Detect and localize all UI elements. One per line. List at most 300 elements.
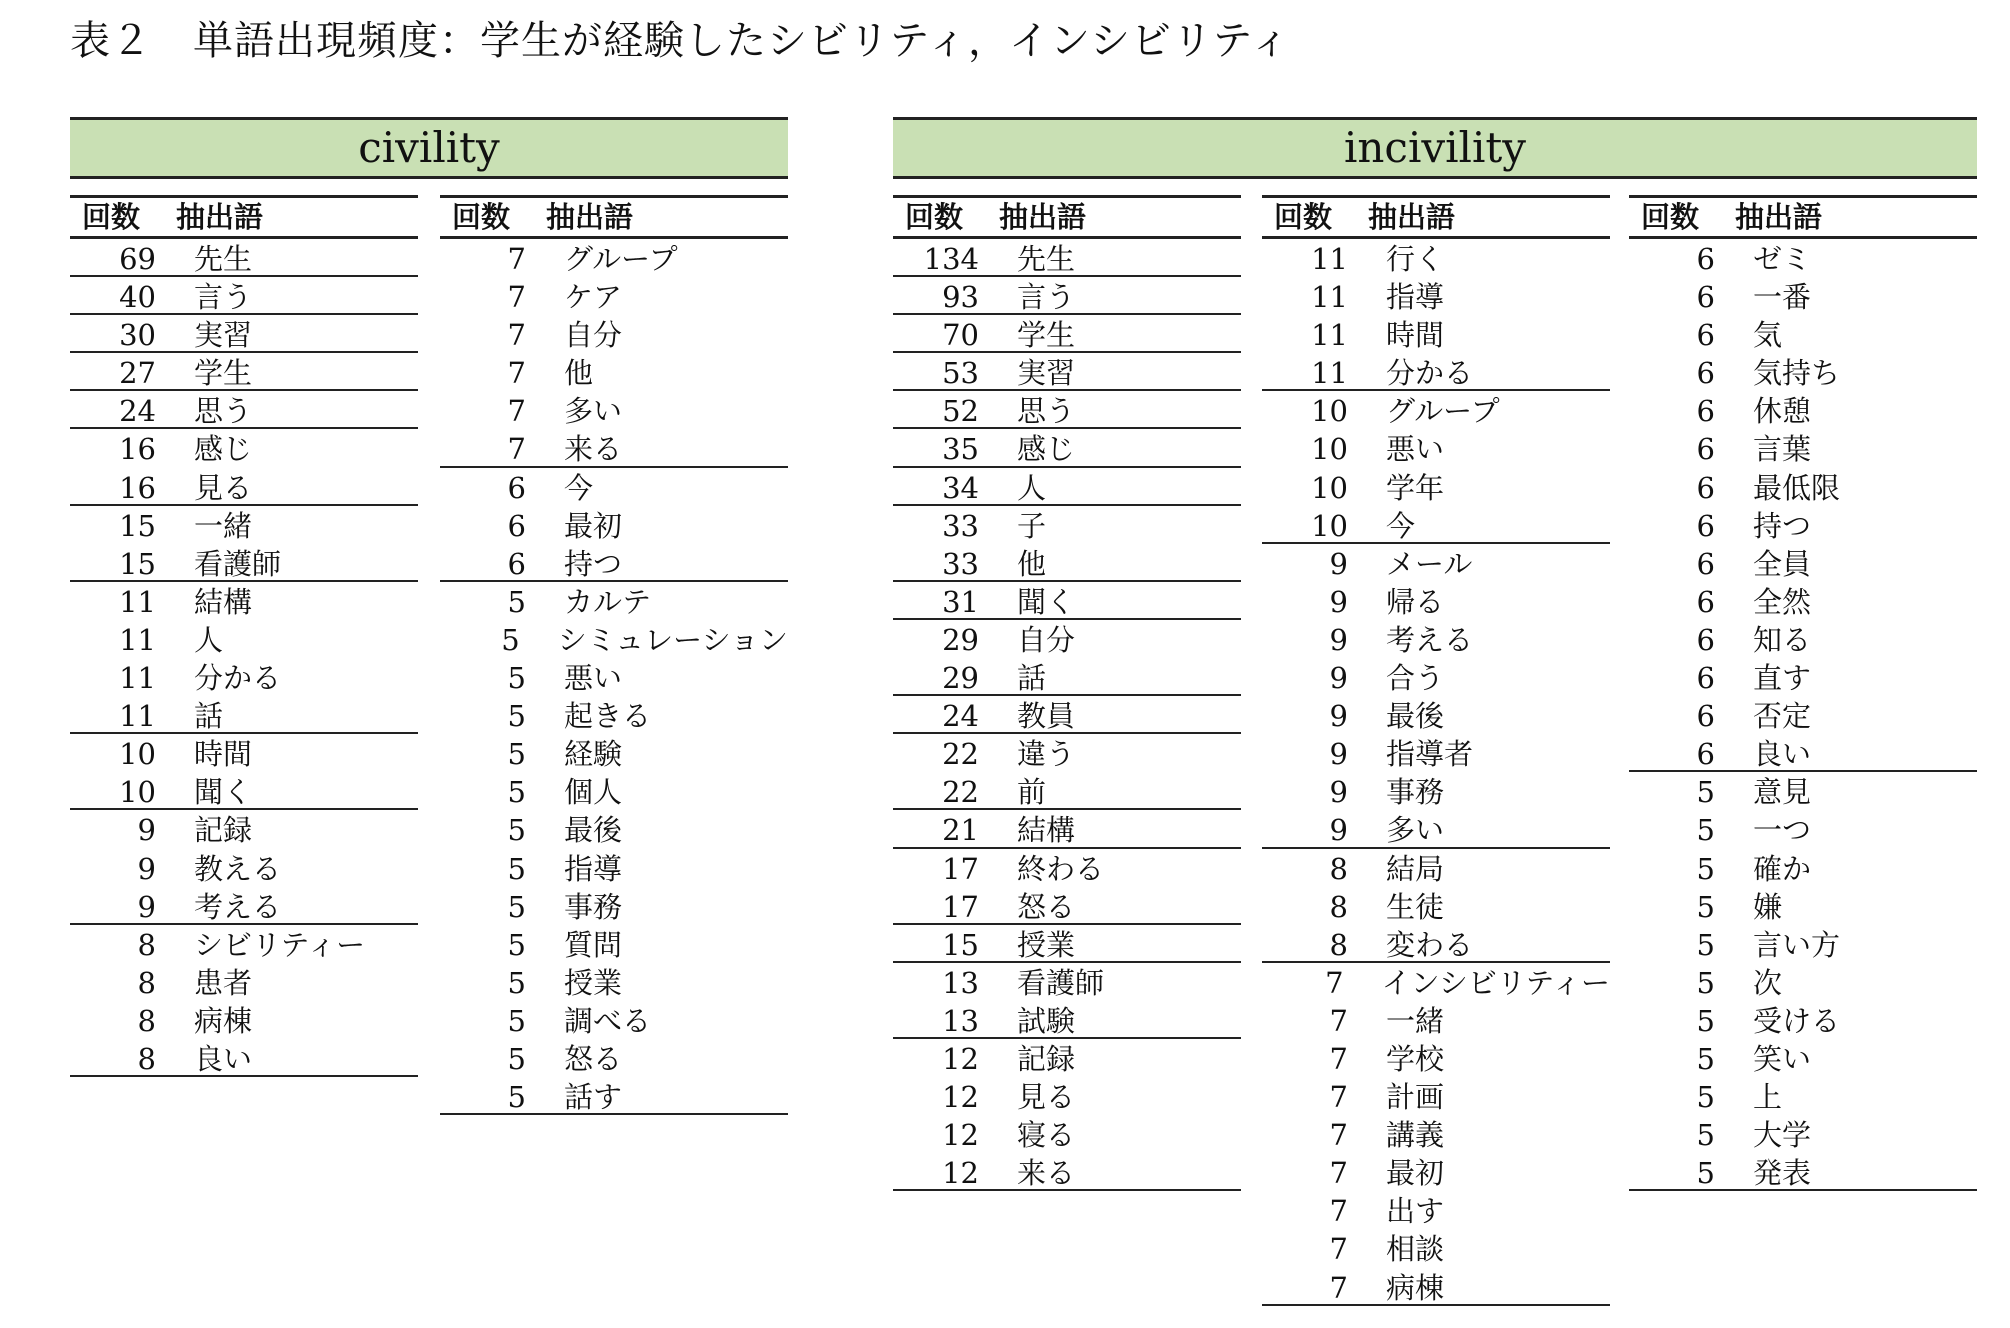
table-row (893, 391, 1241, 429)
row-word: 子 (1017, 508, 1047, 543)
row-count: 5 (507, 584, 526, 619)
incivility-column-2 (1262, 195, 1610, 1306)
row-word: 事務 (564, 889, 623, 924)
table-row (70, 582, 418, 620)
row-word: 行く (1386, 242, 1445, 276)
table-row (1262, 1268, 1610, 1306)
row-count: 10 (1311, 508, 1348, 543)
civility-title: civility (70, 117, 788, 179)
table-row (440, 277, 788, 315)
row-word: 看護師 (194, 546, 282, 581)
row-count: 7 (507, 242, 526, 276)
row-count: 7 (1329, 1232, 1348, 1267)
row-count: 53 (942, 356, 979, 391)
row-count: 10 (1311, 432, 1348, 467)
row-count: 7 (507, 432, 526, 467)
row-word: グループ (564, 242, 678, 276)
row-word: 最低限 (1753, 470, 1841, 505)
header-count: 回数 (82, 200, 141, 234)
table-caption: 表２ 単語出現頻度：学生が経験したシビリティ，インシビリティ (70, 18, 1291, 64)
row-word: 上 (1753, 1080, 1783, 1115)
row-count: 9 (1329, 622, 1348, 657)
row-count: 5 (1696, 1080, 1715, 1115)
table-row (440, 963, 788, 1001)
table-row (893, 925, 1241, 963)
table-row (893, 810, 1241, 848)
row-word: 教員 (1017, 699, 1076, 734)
row-word: インシビリティー (1381, 965, 1610, 1000)
table-row (440, 620, 788, 658)
row-word: 起きる (564, 699, 652, 734)
row-count: 6 (507, 546, 526, 581)
row-count: 5 (1696, 1041, 1715, 1076)
row-word: 悪い (564, 661, 623, 696)
row-count: 6 (1696, 356, 1715, 391)
table-row (893, 1001, 1241, 1039)
table-row (1262, 582, 1610, 620)
row-word: 先生 (194, 242, 253, 276)
row-word: 教える (194, 851, 282, 886)
table-row (70, 277, 418, 315)
table-row (70, 239, 418, 277)
row-count: 5 (507, 889, 526, 924)
row-word: 休憩 (1753, 394, 1812, 429)
header-count: 回数 (452, 200, 511, 234)
row-count: 15 (119, 546, 156, 581)
table-row (70, 925, 418, 963)
table-row (1262, 544, 1610, 582)
table-row (1629, 772, 1977, 810)
table-row (1262, 277, 1610, 315)
column-header (1629, 195, 1977, 239)
table-row (1629, 506, 1977, 544)
table-row (1262, 315, 1610, 353)
row-word: 知る (1753, 622, 1812, 657)
table-row (1262, 772, 1610, 810)
table-row (440, 582, 788, 620)
row-count: 35 (942, 432, 979, 467)
row-word: 来る (1017, 1156, 1076, 1191)
table-row (893, 772, 1241, 810)
row-count: 30 (119, 318, 156, 353)
table-row (70, 849, 418, 887)
row-count: 5 (1696, 775, 1715, 810)
row-word: 今 (1386, 508, 1416, 543)
table-row (893, 315, 1241, 353)
row-word: 良い (1753, 737, 1812, 772)
table-row (1629, 658, 1977, 696)
row-word: 分かる (194, 661, 282, 696)
row-word: 否定 (1753, 699, 1812, 734)
row-count: 5 (1696, 851, 1715, 886)
table-row (440, 1001, 788, 1039)
civility-section (70, 117, 788, 1115)
row-word: 実習 (194, 318, 253, 353)
row-word: 持つ (564, 546, 623, 581)
table-row (70, 315, 418, 353)
row-count: 7 (1329, 1194, 1348, 1229)
row-count: 6 (1696, 661, 1715, 696)
row-word: 自分 (564, 318, 623, 353)
table-row (440, 734, 788, 772)
row-word: 生徒 (1386, 889, 1445, 924)
row-count: 9 (1329, 546, 1348, 581)
row-word: カルテ (564, 584, 652, 619)
row-word: 記録 (194, 813, 253, 848)
table-row (440, 239, 788, 277)
table-row (1262, 1191, 1610, 1229)
row-word: 見る (1017, 1080, 1076, 1115)
row-count: 7 (507, 394, 526, 429)
table-row (440, 353, 788, 391)
row-word: シビリティー (194, 927, 366, 962)
row-word: 最初 (1386, 1156, 1445, 1191)
row-word: 計画 (1386, 1080, 1445, 1115)
table-row (440, 696, 788, 734)
row-count: 12 (942, 1080, 979, 1115)
row-count: 6 (1696, 699, 1715, 734)
table-row (70, 734, 418, 772)
row-word: 悪い (1386, 432, 1445, 467)
table-row (1629, 963, 1977, 1001)
row-word: 変わる (1386, 927, 1474, 962)
row-count: 9 (137, 889, 156, 924)
incivility-title: incivility (893, 117, 1977, 179)
row-count: 11 (1311, 318, 1348, 353)
table-row (440, 468, 788, 506)
table-row (1262, 963, 1610, 1001)
row-word: 良い (194, 1041, 253, 1076)
row-word: 持つ (1753, 508, 1812, 543)
row-word: 今 (564, 470, 594, 505)
row-count: 15 (942, 927, 979, 962)
row-count: 10 (1311, 394, 1348, 429)
row-count: 11 (119, 622, 156, 657)
row-count: 8 (137, 927, 156, 962)
row-word: 学年 (1386, 470, 1445, 505)
civility-column-1 (70, 195, 418, 1077)
row-word: 気 (1753, 318, 1783, 353)
row-count: 12 (942, 1156, 979, 1191)
table-row (70, 1001, 418, 1039)
row-word: 一緒 (1386, 1003, 1445, 1038)
table-row (1629, 353, 1977, 391)
table-row (1629, 544, 1977, 582)
row-word: 結局 (1386, 851, 1445, 886)
row-count: 134 (923, 242, 979, 276)
row-count: 9 (1329, 775, 1348, 810)
row-count: 11 (1311, 242, 1348, 276)
table-row (1629, 468, 1977, 506)
row-word: 全員 (1753, 546, 1812, 581)
row-count: 9 (1329, 584, 1348, 619)
civility-column-2 (440, 195, 788, 1115)
table-row (1629, 277, 1977, 315)
table-row (893, 696, 1241, 734)
row-word: メール (1386, 546, 1473, 581)
row-word: 病棟 (1386, 1270, 1445, 1305)
table-row (440, 887, 788, 925)
row-count: 34 (942, 470, 979, 505)
row-word: 他 (564, 356, 594, 391)
row-word: 見る (194, 470, 253, 505)
row-count: 29 (942, 622, 979, 657)
row-count: 33 (942, 546, 979, 581)
table-row (440, 925, 788, 963)
row-count: 16 (119, 432, 156, 467)
table-row (70, 810, 418, 848)
table-row (1262, 620, 1610, 658)
row-word: 嫌 (1753, 889, 1783, 924)
table-row (70, 1039, 418, 1077)
table-row (1629, 1039, 1977, 1077)
row-count: 7 (1329, 1003, 1348, 1038)
row-word: 実習 (1017, 356, 1076, 391)
row-count: 7 (507, 356, 526, 391)
row-count: 15 (119, 508, 156, 543)
table-row (1262, 1229, 1610, 1267)
row-count: 6 (1696, 622, 1715, 657)
row-count: 27 (119, 356, 156, 391)
row-word: 考える (1386, 622, 1474, 657)
row-word: 多い (1386, 813, 1445, 848)
incivility-column-3 (1629, 195, 1977, 1191)
row-count: 7 (1329, 1041, 1348, 1076)
table-row (1629, 1153, 1977, 1191)
row-count: 9 (1329, 699, 1348, 734)
row-count: 5 (501, 622, 520, 657)
row-word: 違う (1017, 737, 1076, 772)
row-count: 5 (507, 737, 526, 772)
row-count: 9 (1329, 661, 1348, 696)
row-count: 5 (507, 965, 526, 1000)
row-count: 40 (119, 280, 156, 315)
table-row (1262, 925, 1610, 963)
row-count: 6 (507, 470, 526, 505)
table-row (893, 429, 1241, 467)
table-row (1262, 734, 1610, 772)
row-word: 個人 (564, 775, 623, 810)
row-word: 一つ (1753, 813, 1812, 848)
row-count: 11 (119, 699, 156, 734)
row-count: 12 (942, 1041, 979, 1076)
row-word: 指導 (564, 851, 623, 886)
row-word: 前 (1017, 775, 1047, 810)
row-count: 5 (1696, 965, 1715, 1000)
table-row (893, 506, 1241, 544)
row-count: 10 (119, 737, 156, 772)
table-row (1262, 239, 1610, 277)
row-word: 他 (1017, 546, 1047, 581)
header-word: 抽出語 (176, 200, 264, 234)
row-count: 6 (507, 508, 526, 543)
row-word: 話す (564, 1080, 623, 1115)
table-row (440, 429, 788, 467)
row-word: 言葉 (1753, 432, 1812, 467)
table-row (440, 1039, 788, 1077)
row-word: 終わる (1017, 851, 1105, 886)
row-word: 自分 (1017, 622, 1076, 657)
header-word: 抽出語 (999, 200, 1087, 234)
row-count: 6 (1696, 280, 1715, 315)
table-row (70, 429, 418, 467)
table-row (893, 239, 1241, 277)
table-row (893, 1077, 1241, 1115)
row-count: 69 (119, 242, 156, 276)
row-word: 時間 (194, 737, 253, 772)
row-word: 学校 (1386, 1041, 1445, 1076)
row-count: 24 (119, 394, 156, 429)
table-row (1262, 353, 1610, 391)
table-row (70, 506, 418, 544)
table-row (1629, 1115, 1977, 1153)
table-row (1629, 925, 1977, 963)
table-row (1629, 1001, 1977, 1039)
row-word: 授業 (1017, 927, 1076, 962)
table-row (1262, 1115, 1610, 1153)
row-count: 13 (942, 965, 979, 1000)
row-word: 授業 (564, 965, 623, 1000)
row-count: 21 (942, 813, 979, 848)
header-count: 回数 (1274, 200, 1333, 234)
row-word: 最後 (564, 813, 623, 848)
row-word: 講義 (1386, 1118, 1445, 1153)
row-count: 6 (1696, 394, 1715, 429)
table-row (893, 1039, 1241, 1077)
row-count: 5 (507, 1080, 526, 1115)
table-row (1262, 658, 1610, 696)
row-count: 11 (1311, 356, 1348, 391)
column-header (70, 195, 418, 239)
table-row (893, 620, 1241, 658)
row-word: 質問 (564, 927, 623, 962)
row-count: 7 (1329, 1118, 1348, 1153)
row-count: 6 (1696, 584, 1715, 619)
table-row (1262, 1077, 1610, 1115)
row-word: 出す (1386, 1194, 1445, 1229)
table-row (1262, 1039, 1610, 1077)
table-row (70, 544, 418, 582)
row-count: 8 (137, 1003, 156, 1038)
row-word: 発表 (1753, 1156, 1812, 1191)
table-row (893, 582, 1241, 620)
table-row (440, 544, 788, 582)
row-word: 話 (194, 699, 224, 734)
row-word: 意見 (1753, 775, 1812, 810)
row-word: グループ (1386, 394, 1500, 429)
row-count: 7 (507, 280, 526, 315)
table-row (1629, 315, 1977, 353)
row-count: 6 (1696, 737, 1715, 772)
row-word: 事務 (1386, 775, 1445, 810)
row-word: 話 (1017, 661, 1047, 696)
row-count: 11 (119, 584, 156, 619)
table-row (893, 468, 1241, 506)
row-word: 聞く (1017, 584, 1076, 619)
row-count: 8 (1329, 927, 1348, 962)
row-word: 確か (1753, 851, 1812, 886)
table-row (893, 963, 1241, 1001)
row-word: 来る (564, 432, 623, 467)
row-count: 7 (507, 318, 526, 353)
table-row (1262, 1001, 1610, 1039)
row-count: 5 (507, 775, 526, 810)
row-count: 10 (119, 775, 156, 810)
table-row (440, 810, 788, 848)
row-count: 31 (942, 584, 979, 619)
row-word: 最後 (1386, 699, 1445, 734)
row-count: 8 (137, 1041, 156, 1076)
row-count: 22 (942, 775, 979, 810)
row-count: 9 (1329, 813, 1348, 848)
header-count: 回数 (905, 200, 964, 234)
row-word: 人 (194, 622, 224, 657)
table-row (1262, 1153, 1610, 1191)
row-count: 10 (1311, 470, 1348, 505)
row-word: 考える (194, 889, 282, 924)
table-row (1262, 696, 1610, 734)
row-word: 結構 (194, 584, 253, 619)
row-word: 合う (1386, 661, 1445, 696)
row-word: 言う (1017, 280, 1076, 315)
row-count: 5 (1696, 1156, 1715, 1191)
row-word: 学生 (1017, 318, 1076, 353)
row-count: 5 (507, 661, 526, 696)
row-count: 5 (507, 813, 526, 848)
row-word: 聞く (194, 775, 253, 810)
row-count: 8 (1329, 889, 1348, 924)
row-count: 9 (1329, 737, 1348, 772)
row-count: 11 (1311, 280, 1348, 315)
row-word: 時間 (1386, 318, 1445, 353)
table-row (1262, 391, 1610, 429)
row-count: 5 (1696, 1118, 1715, 1153)
row-count: 11 (119, 661, 156, 696)
row-count: 13 (942, 1003, 979, 1038)
row-word: 患者 (194, 965, 253, 1000)
row-word: 笑い (1753, 1041, 1812, 1076)
row-count: 5 (507, 699, 526, 734)
table-row (70, 887, 418, 925)
table-row (893, 1153, 1241, 1191)
row-count: 5 (1696, 889, 1715, 924)
table-row (70, 620, 418, 658)
row-word: 怒る (1017, 889, 1076, 924)
table-row (440, 1077, 788, 1115)
row-count: 7 (1325, 965, 1344, 1000)
table-row (70, 696, 418, 734)
table-row (1262, 468, 1610, 506)
row-count: 12 (942, 1118, 979, 1153)
row-word: 経験 (564, 737, 623, 772)
table-row (1629, 239, 1977, 277)
table-row (893, 544, 1241, 582)
row-count: 29 (942, 661, 979, 696)
table-row (893, 658, 1241, 696)
header-word: 抽出語 (1368, 200, 1456, 234)
row-count: 6 (1696, 318, 1715, 353)
row-word: 全然 (1753, 584, 1812, 619)
row-count: 17 (942, 851, 979, 886)
row-word: ケア (564, 280, 623, 315)
column-header (1262, 195, 1610, 239)
row-word: 思う (194, 394, 253, 429)
table-row (1262, 887, 1610, 925)
row-word: 言い方 (1753, 927, 1841, 962)
column-header (440, 195, 788, 239)
row-word: 受ける (1753, 1003, 1841, 1038)
row-word: 人 (1017, 470, 1047, 505)
